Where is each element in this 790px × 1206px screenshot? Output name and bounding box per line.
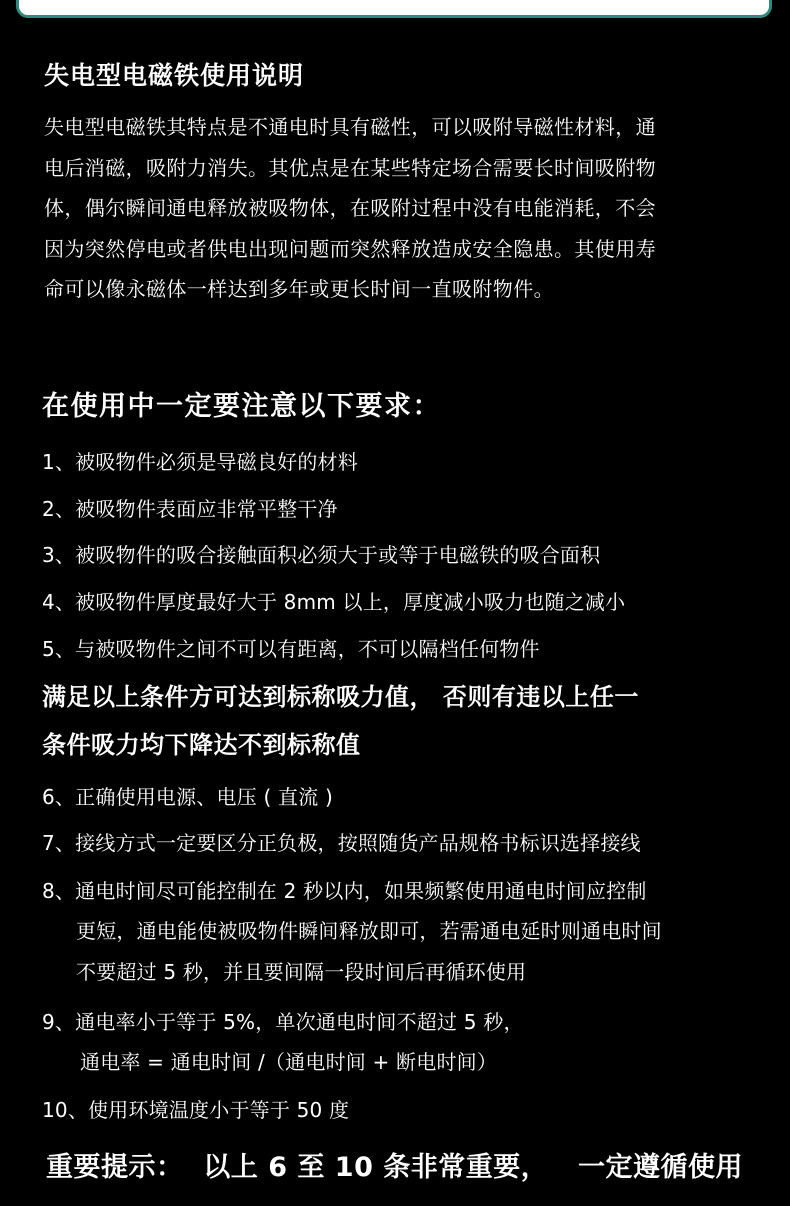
requirement-item-8-continued: 不要超过 5 秒，并且要间隔一段时间后再循环使用 (76, 960, 527, 984)
requirement-item-4: 4、被吸物件厚度最好大于 8mm 以上，厚度减小吸力也随之减小 (42, 590, 626, 614)
top-card (16, 0, 772, 18)
requirement-item-10: 10、使用环境温度小于等于 50 度 (42, 1098, 350, 1122)
requirement-item-6: 6、正确使用电源、电压 ( 直流 ) (42, 785, 334, 809)
intro-line: 失电型电磁铁其特点是不通电时具有磁性，可以吸附导磁性材料，通 (44, 115, 656, 139)
intro-line: 因为突然停电或者供电出现问题而突然释放造成安全隐患。其使用寿 (44, 236, 656, 261)
requirement-item-8: 8、通电时间尽可能控制在 2 秒以内，如果频繁使用通电时间应控制 (42, 879, 647, 903)
condition-note-line: 条件吸力均下降达不到标称值 (42, 731, 361, 759)
requirement-item-1: 1、被吸物件必须是导磁良好的材料 (42, 450, 358, 474)
document-title: 失电型电磁铁使用说明 (44, 61, 305, 90)
requirement-item-7: 7、接线方式一定要区分正负极，按照随货产品规格书标识选择接线 (42, 831, 641, 855)
requirement-item-3: 3、被吸物件的吸合接触面积必须大于或等于电磁铁的吸合面积 (42, 543, 601, 567)
important-tip: 重要提示： 以上 6 至 10 条非常重要， 一定遵循使用 (46, 1152, 743, 1183)
requirement-item-8-continued: 更短，通电能使被吸物件瞬间释放即可，若需通电延时则通电时间 (76, 919, 662, 943)
requirement-item-9-formula: 通电率 = 通电时间 /（通电时间 + 断电时间） (80, 1050, 498, 1074)
requirement-item-5: 5、与被吸物件之间不可以有距离，不可以隔档任何物件 (42, 637, 540, 661)
intro-line: 电后消磁，吸附力消失。其优点是在某些特定场合需要长时间吸附物 (44, 155, 656, 180)
intro-paragraph (44, 107, 752, 310)
condition-note-line: 满足以上条件方可达到标称吸力值， 否则有违以上任一 (42, 683, 639, 711)
requirement-item-9: 9、通电率小于等于 5%，单次通电时间不超过 5 秒， (42, 1010, 524, 1034)
requirement-item-2: 2、被吸物件表面应非常平整干净 (42, 497, 338, 521)
intro-line: 命可以像永磁体一样达到多年或更长时间一直吸附物件。 (44, 277, 554, 301)
intro-line: 体，偶尔瞬间通电释放被吸物体，在吸附过程中没有电能消耗，不会 (44, 196, 656, 220)
requirements-heading: 在使用中一定要注意以下要求： (42, 391, 441, 422)
